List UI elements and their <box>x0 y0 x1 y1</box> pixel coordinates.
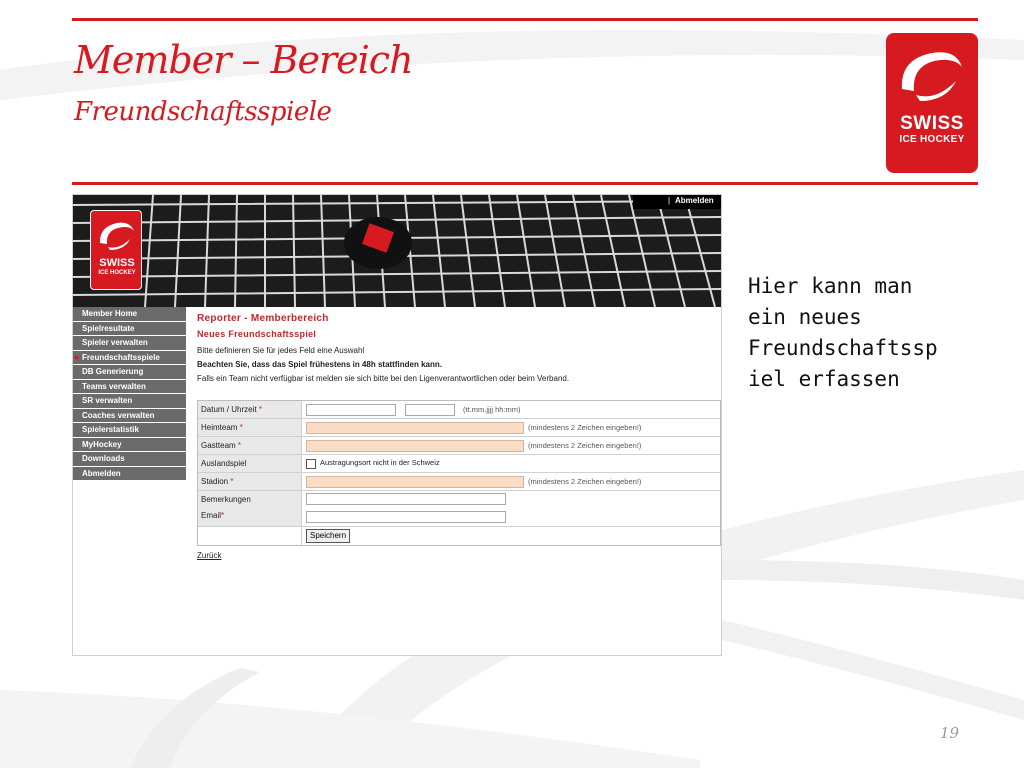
top-red-rule <box>72 18 978 21</box>
hockey-net-image <box>73 195 722 307</box>
header-logo[interactable] <box>90 210 142 290</box>
form-row-heimteam <box>198 419 720 437</box>
nav-item-spielerstatistik[interactable]: Spielerstatistik <box>73 423 186 438</box>
required-mark: * <box>237 441 242 450</box>
form-row-gastteam <box>198 437 720 455</box>
nav-item-spielresultate[interactable]: Spielresultate <box>73 322 186 337</box>
auslandspiel-label: Auslandspiel <box>198 455 302 472</box>
nav-item-coaches-verwalten[interactable]: Coaches verwalten <box>73 409 186 424</box>
slide-callout-text: Hier kann man ein neues Freundschaftssp iel erfassen <box>748 274 938 391</box>
friendly-game-form <box>197 400 721 546</box>
form-row-auslandspiel <box>198 455 720 473</box>
content-area <box>197 313 722 388</box>
auslandspiel-checkbox[interactable] <box>306 459 316 469</box>
required-mark: * <box>239 423 243 432</box>
form-row-bemerkungen-email <box>198 491 720 527</box>
email-input[interactable] <box>306 511 506 523</box>
top-bar-separator: | <box>668 196 671 205</box>
gastteam-input[interactable] <box>306 440 524 452</box>
time-input[interactable] <box>405 404 455 416</box>
warning-note: Beachten Sie, dass das Spiel frühestens in 48h stattfinden kann. <box>197 360 442 369</box>
nav-item-member-home[interactable]: Member Home <box>73 307 186 322</box>
datum-label: Datum / Uhrzeit * <box>198 401 302 418</box>
stadion-input[interactable] <box>306 476 524 488</box>
gastteam-label: Gastteam * <box>198 437 302 454</box>
instruction-note: Bitte definieren Sie für jedes Feld eine Auswahl <box>197 346 365 355</box>
member-area-screenshot <box>72 194 722 656</box>
bemerkungen-input[interactable] <box>306 493 506 505</box>
form-row-stadion <box>198 473 720 491</box>
nav-item-spieler-verwalten[interactable]: Spieler verwalten <box>73 336 186 351</box>
content-title: Reporter - Memberbereich <box>197 313 329 324</box>
header-logo-ice-hockey: ICE HOCKEY <box>98 270 136 276</box>
swiss-ice-hockey-logo <box>886 33 978 173</box>
slide-title: Member – Bereich <box>74 38 413 82</box>
nav-item-freundschaftsspiele[interactable]: Freundschaftsspiele <box>73 351 186 366</box>
back-link[interactable]: Zurück <box>197 551 222 560</box>
stadion-label: Stadion * <box>198 473 302 490</box>
required-mark: * <box>258 405 262 414</box>
required-mark: * <box>221 511 225 520</box>
nav-item-sr-verwalten[interactable]: SR verwalten <box>73 394 186 409</box>
side-nav <box>73 307 186 481</box>
empty-label-cell <box>198 527 302 545</box>
date-format-hint: (tt.mm.jjjj hh:mm) <box>463 405 521 414</box>
nav-item-teams-verwalten[interactable]: Teams verwalten <box>73 380 186 395</box>
gastteam-hint: (mindestens 2 Zeichen eingeben!) <box>528 441 642 450</box>
info-note: Falls ein Team nicht verfügbar ist melden sie sich bitte bei den Ligenverantwortlichen oder beim Verband. <box>197 374 570 383</box>
logo-text-swiss: SWISS <box>900 113 964 134</box>
screenshot-header <box>73 195 722 307</box>
bemerkungen-label: Bemerkungen <box>201 495 251 504</box>
heimteam-input[interactable] <box>306 422 524 434</box>
logo-text-ice-hockey: ICE HOCKEY <box>899 134 965 145</box>
page-number: 19 <box>940 724 960 742</box>
required-mark: * <box>230 477 234 486</box>
header-red-rule <box>72 182 978 185</box>
logout-link[interactable]: Abmelden <box>675 196 714 205</box>
nav-item-db-generierung[interactable]: DB Generierung <box>73 365 186 380</box>
content-subtitle: Neues Freundschaftsspiel <box>197 329 317 339</box>
header-logo-swiss: SWISS <box>99 257 135 269</box>
nav-item-myhockey[interactable]: MyHockey <box>73 438 186 453</box>
puck-swoosh-icon <box>896 45 968 107</box>
heimteam-hint: (mindestens 2 Zeichen eingeben!) <box>528 423 642 432</box>
form-row-datum <box>198 401 720 419</box>
stadion-hint: (mindestens 2 Zeichen eingeben!) <box>528 477 642 486</box>
slide-subtitle: Freundschaftsspiele <box>74 97 332 127</box>
email-label: Email* <box>201 511 225 520</box>
auslandspiel-checkbox-label: Austragungsort nicht in der Schweiz <box>320 458 440 467</box>
save-button[interactable]: Speichern <box>306 529 350 543</box>
puck-swoosh-icon <box>97 219 137 253</box>
nav-item-abmelden[interactable]: Abmelden <box>73 467 186 482</box>
nav-item-downloads[interactable]: Downloads <box>73 452 186 467</box>
heimteam-label: Heimteam * <box>198 419 302 436</box>
form-row-submit <box>198 527 720 545</box>
bemerkungen-email-labels <box>198 491 302 526</box>
date-input[interactable] <box>306 404 396 416</box>
